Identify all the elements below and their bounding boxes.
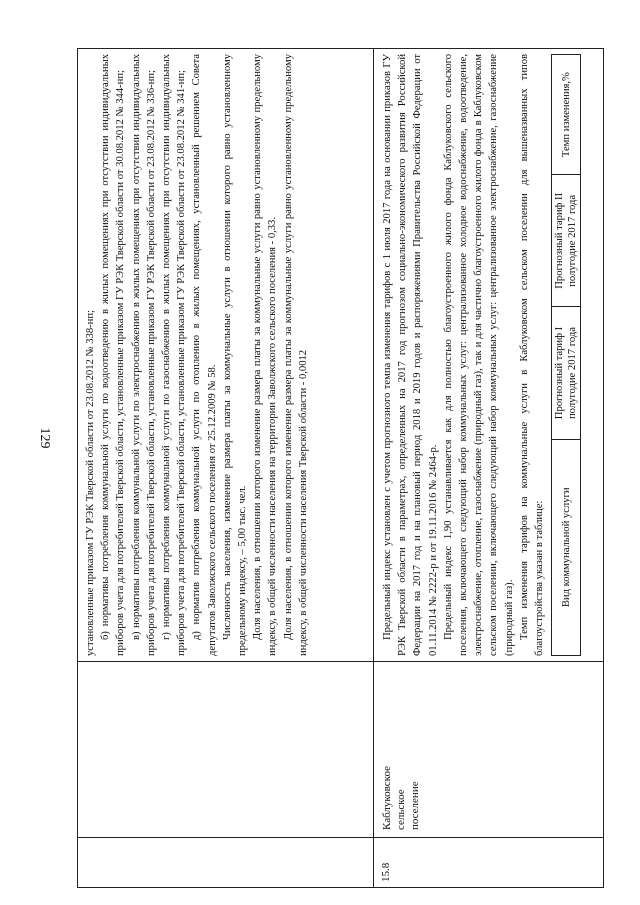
paragraph: д) норматив потребления коммунальной услуги по отоплению в жилых помещениях, установленный решением Совета депутатов Заволжского сельского поселения от 25.12.2009 № 58. bbox=[191, 54, 218, 656]
row-text bbox=[83, 54, 311, 656]
column-divider bbox=[374, 661, 604, 662]
paragraph: Предельный индекс 1,90 устанавливается как для полностью благоустроенного жилого фонда Каблуковского сельского поселения, включающего следующий набор коммунальных услуг: централизованное холодное водоснабжение, водоотведение, электроснабжение, отопление, газоснабжение (природный газ), так и для частично благоустроенного жилого фонда в Каблуковском сельском поселении, включающего следующий набор коммунальных услуг: централизованное электроснабжение, газоснабжение (природный газ). bbox=[442, 54, 515, 656]
paragraph: Темп изменения тарифов на коммунальные услуги в Каблуковском сельском поселении для вышеназванных типов благоустройства указан в таблице: bbox=[518, 54, 546, 656]
paragraph: в) нормативы потребления коммунальной услуги по электроснабжению в жилых помещениях при отсутствии индивидуальных приборов учета для потребителей Тверской области, установленные приказом ГУ РЭК Тверской области от 23.08.2012 № 336-нп; bbox=[130, 54, 157, 656]
table-row bbox=[77, 48, 374, 888]
column-divider bbox=[77, 661, 373, 662]
row-text bbox=[380, 54, 581, 656]
header-tariff-h2: Прогнозный тариф II полугодие 2017 года bbox=[552, 175, 581, 307]
column-divider bbox=[77, 837, 373, 838]
paragraph: Доля населения, в отношении которого изменение размера платы за коммунальные услуги равно установленному предельному индексу, в общей численности населения на территории Заволжского сельского поселения - 0,33. bbox=[252, 54, 279, 656]
header-tariff-h1: Прогнозный тариф I полугодие 2017 года bbox=[552, 307, 581, 439]
table-row bbox=[374, 48, 604, 888]
table-header-row bbox=[552, 55, 581, 656]
header-change-rate: Темп изменения,% bbox=[552, 55, 581, 175]
paragraph: б) нормативы потребления коммунальной услуги по водоотведению в жилых помещениях при отсутствии индивидуальных приборов учета для потребителей Тверской области, установленные приказом ГУ РЭК Тверской области от 30.08.2012 № 344-нп; bbox=[100, 54, 127, 656]
paragraph: г) нормативы потребления коммунальной услуги по газоснабжению в жилых помещениях при отсутствии индивидуальных приборов учета для потребителей Тверской области, установленные приказом ГУ РЭК Тверской области от 23.08.2012 № 341-нп; bbox=[161, 54, 188, 656]
settlement-name: Каблуковское сельское поселение bbox=[381, 766, 421, 830]
rotated-page-content bbox=[77, 48, 604, 888]
paragraph: установленные приказом ГУ РЭК Тверской области от 23.08.2012 № 338-нп; bbox=[85, 310, 96, 656]
tariff-table bbox=[551, 54, 581, 656]
paragraph: Доля населения, в отношении которого изменение размера платы за коммунальные услуги равно установленному предельному индексу, в общей численности населения Тверской области - 0,0012 bbox=[282, 54, 309, 656]
header-service-type: Вид коммунальной услуги bbox=[552, 439, 581, 655]
paragraph: Численность населения, изменение размера платы за коммунальные услуги в отношении которого равно установленному предельному индексу, – 5,00 тыс. чел. bbox=[221, 54, 249, 656]
column-divider bbox=[374, 837, 604, 838]
page-number: 129 bbox=[37, 427, 52, 449]
row-number: 15.8 bbox=[380, 862, 392, 882]
paragraph: Предельный индекс установлен с учетом прогнозного темпа изменения тарифов с 1 июля 2017 года на основании приказов ГУ РЭК Тверской области в параметрах, определенных на 2017 год прогнозом социально-экономического развития Российской Федерации на 2017 год и на плановый период 2018 и 2019 годов и распоряжениями Правительства Российской Федерации от 01.11.2014 № 2222-р и от 19.11.2016 № 2464-р. bbox=[382, 54, 439, 656]
